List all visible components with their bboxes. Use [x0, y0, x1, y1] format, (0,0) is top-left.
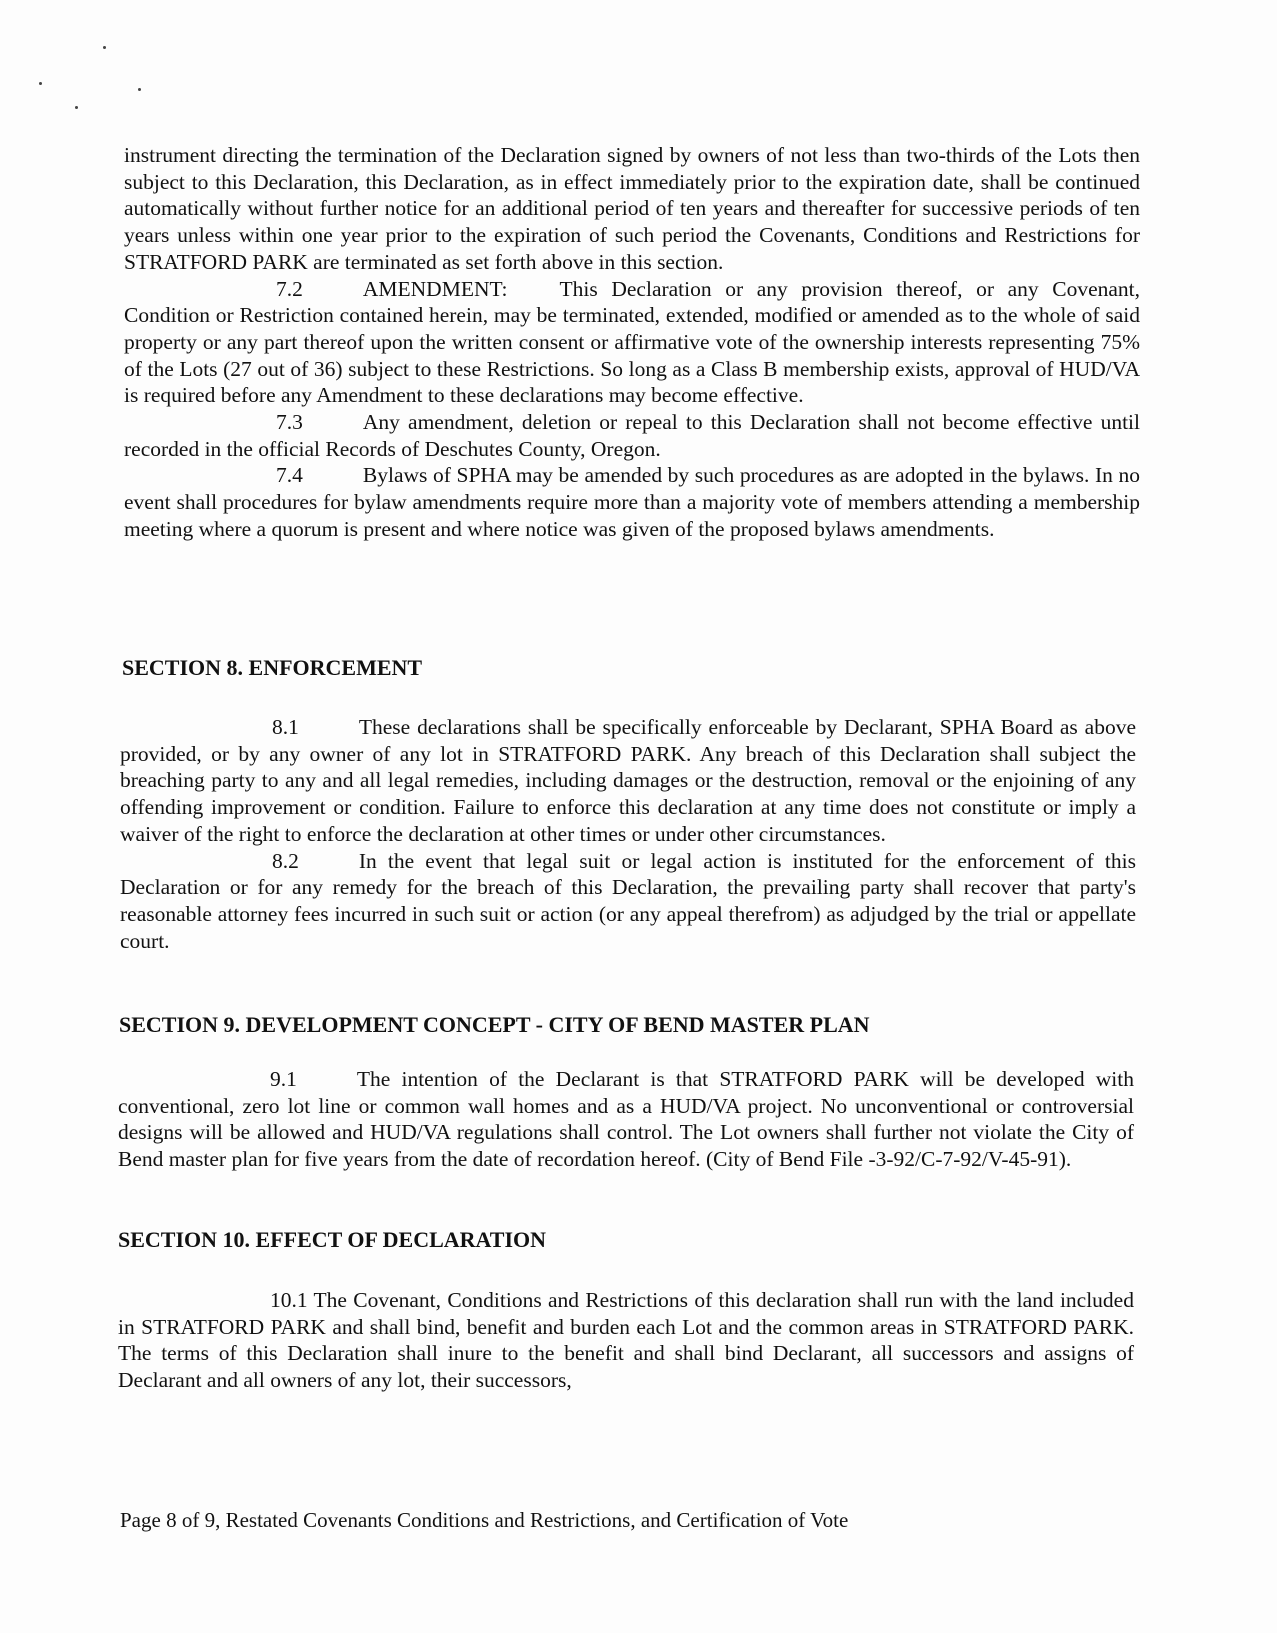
paragraph-number: 10.1: [270, 1288, 308, 1312]
section-9-heading: SECTION 9. DEVELOPMENT CONCEPT - CITY OF BEND MASTER PLAN: [119, 1012, 870, 1037]
page-footer: Page 8 of 9, Restated Covenants Conditions and Restrictions, and Certification of Vote: [120, 1508, 849, 1532]
paragraph-number: 7.2: [276, 276, 303, 301]
body-block-section-9: [118, 1066, 1134, 1173]
paragraph-text: The Covenant, Conditions and Restrictions of this declaration shall run with the land included in STRATFORD PARK and shall bind, benefit and burden each Lot and the common areas in STRATFORD PARK. The terms of this Declaration shall inure to the benefit and shall bind Declarant, all successors and assigns of Declarant and all owners of any lot, their successors,: [118, 1288, 1134, 1393]
paragraph-text: These declarations shall be specifically enforceable by Declarant, SPHA Board as above provided, or by any owner of any lot in STRATFORD PARK. Any breach of this Declaration shall subject the breaching party to any and all legal remedies, including damages or the destruction, removal or the enjoining of any offending improvement or condition. Failure to enforce this declaration at any time does not constitute or imply a waiver of the right to enforce the declaration at other times or under other circumstances.: [120, 715, 1136, 846]
paragraph-number: 9.1: [270, 1067, 297, 1091]
paragraph-9-1: [118, 1066, 1134, 1173]
scan-speck: [103, 46, 106, 49]
body-block-top: [124, 142, 1140, 543]
body-block-section-8: [120, 714, 1136, 954]
paragraph-number: 8.1: [272, 715, 299, 739]
continuation-paragraph: instrument directing the termination of the Declaration signed by owners of not less than two-thirds of the Lots then subject to this Declaration, this Declaration, as in effect immediately prior to the expiration date, shall be continued automatically without further notice for an additional period of ten years and thereafter for successive periods of ten years unless within one year prior to the expiration of such period the Covenants, Conditions and Restrictions for STRATFORD PARK are terminated as set forth above in this section.: [124, 143, 1140, 274]
paragraph-7-4: [124, 462, 1140, 542]
scan-speck: [138, 88, 141, 91]
scan-speck: [75, 106, 78, 109]
scan-speck: [39, 82, 42, 85]
paragraph-number: 8.2: [272, 848, 299, 873]
paragraph-number: 7.4: [276, 463, 303, 488]
paragraph-text: The intention of the Declarant is that STRATFORD PARK will be developed with conventional, zero lot line or common wall homes and as a HUD/VA project. No unconventional or controversial designs will be allowed and HUD/VA regulations shall control. The Lot owners shall further not violate the City of Bend master plan for five years from the date of recordation hereof. (City of Bend File -3-92/C-7-92/V-45-91).: [118, 1067, 1134, 1172]
amendment-label: AMENDMENT:: [362, 276, 508, 301]
paragraph-7-2: [124, 276, 1140, 410]
body-block-section-10: [118, 1287, 1134, 1394]
paragraph-7-3: [124, 409, 1140, 462]
paragraph-text: Bylaws of SPHA may be amended by such procedures as are adopted in the bylaws. In no event shall procedures for bylaw amendments require more than a majority vote of members attending a membership meeting where a quorum is present and where notice was given of the proposed bylaws amendments.: [124, 463, 1140, 541]
paragraph-text: In the event that legal suit or legal action is instituted for the enforcement of this Declaration or for any remedy for the breach of this Declaration, the prevailing party shall recover that party's reasonable attorney fees incurred in such suit or action (or any appeal therefrom) as adjudged by the trial or appellate court.: [120, 848, 1136, 953]
paragraph-number: 7.3: [276, 410, 303, 435]
section-8-heading: SECTION 8. ENFORCEMENT: [122, 655, 423, 680]
paragraph-text: This Declaration or any provision thereof, or any Covenant, Condition or Restriction contained herein, may be terminated, extended, modified or amended as to the whole of said property or any part thereof upon the written consent or affirmative vote of the ownership interests representing 75% of the Lots (27 out of 36) subject to these Restrictions. So long as a Class B membership exists, approval of HUD/VA is required before any Amendment to these declarations may become effective.: [124, 276, 1140, 408]
paragraph-8-1: [120, 714, 1136, 848]
paragraph-10-1: [118, 1287, 1134, 1394]
paragraph-8-2: [120, 848, 1136, 955]
section-10-heading: SECTION 10. EFFECT OF DECLARATION: [118, 1227, 547, 1252]
paragraph-text: Any amendment, deletion or repeal to this Declaration shall not become effective until recorded in the official Records of Deschutes County, Oregon.: [124, 410, 1140, 461]
